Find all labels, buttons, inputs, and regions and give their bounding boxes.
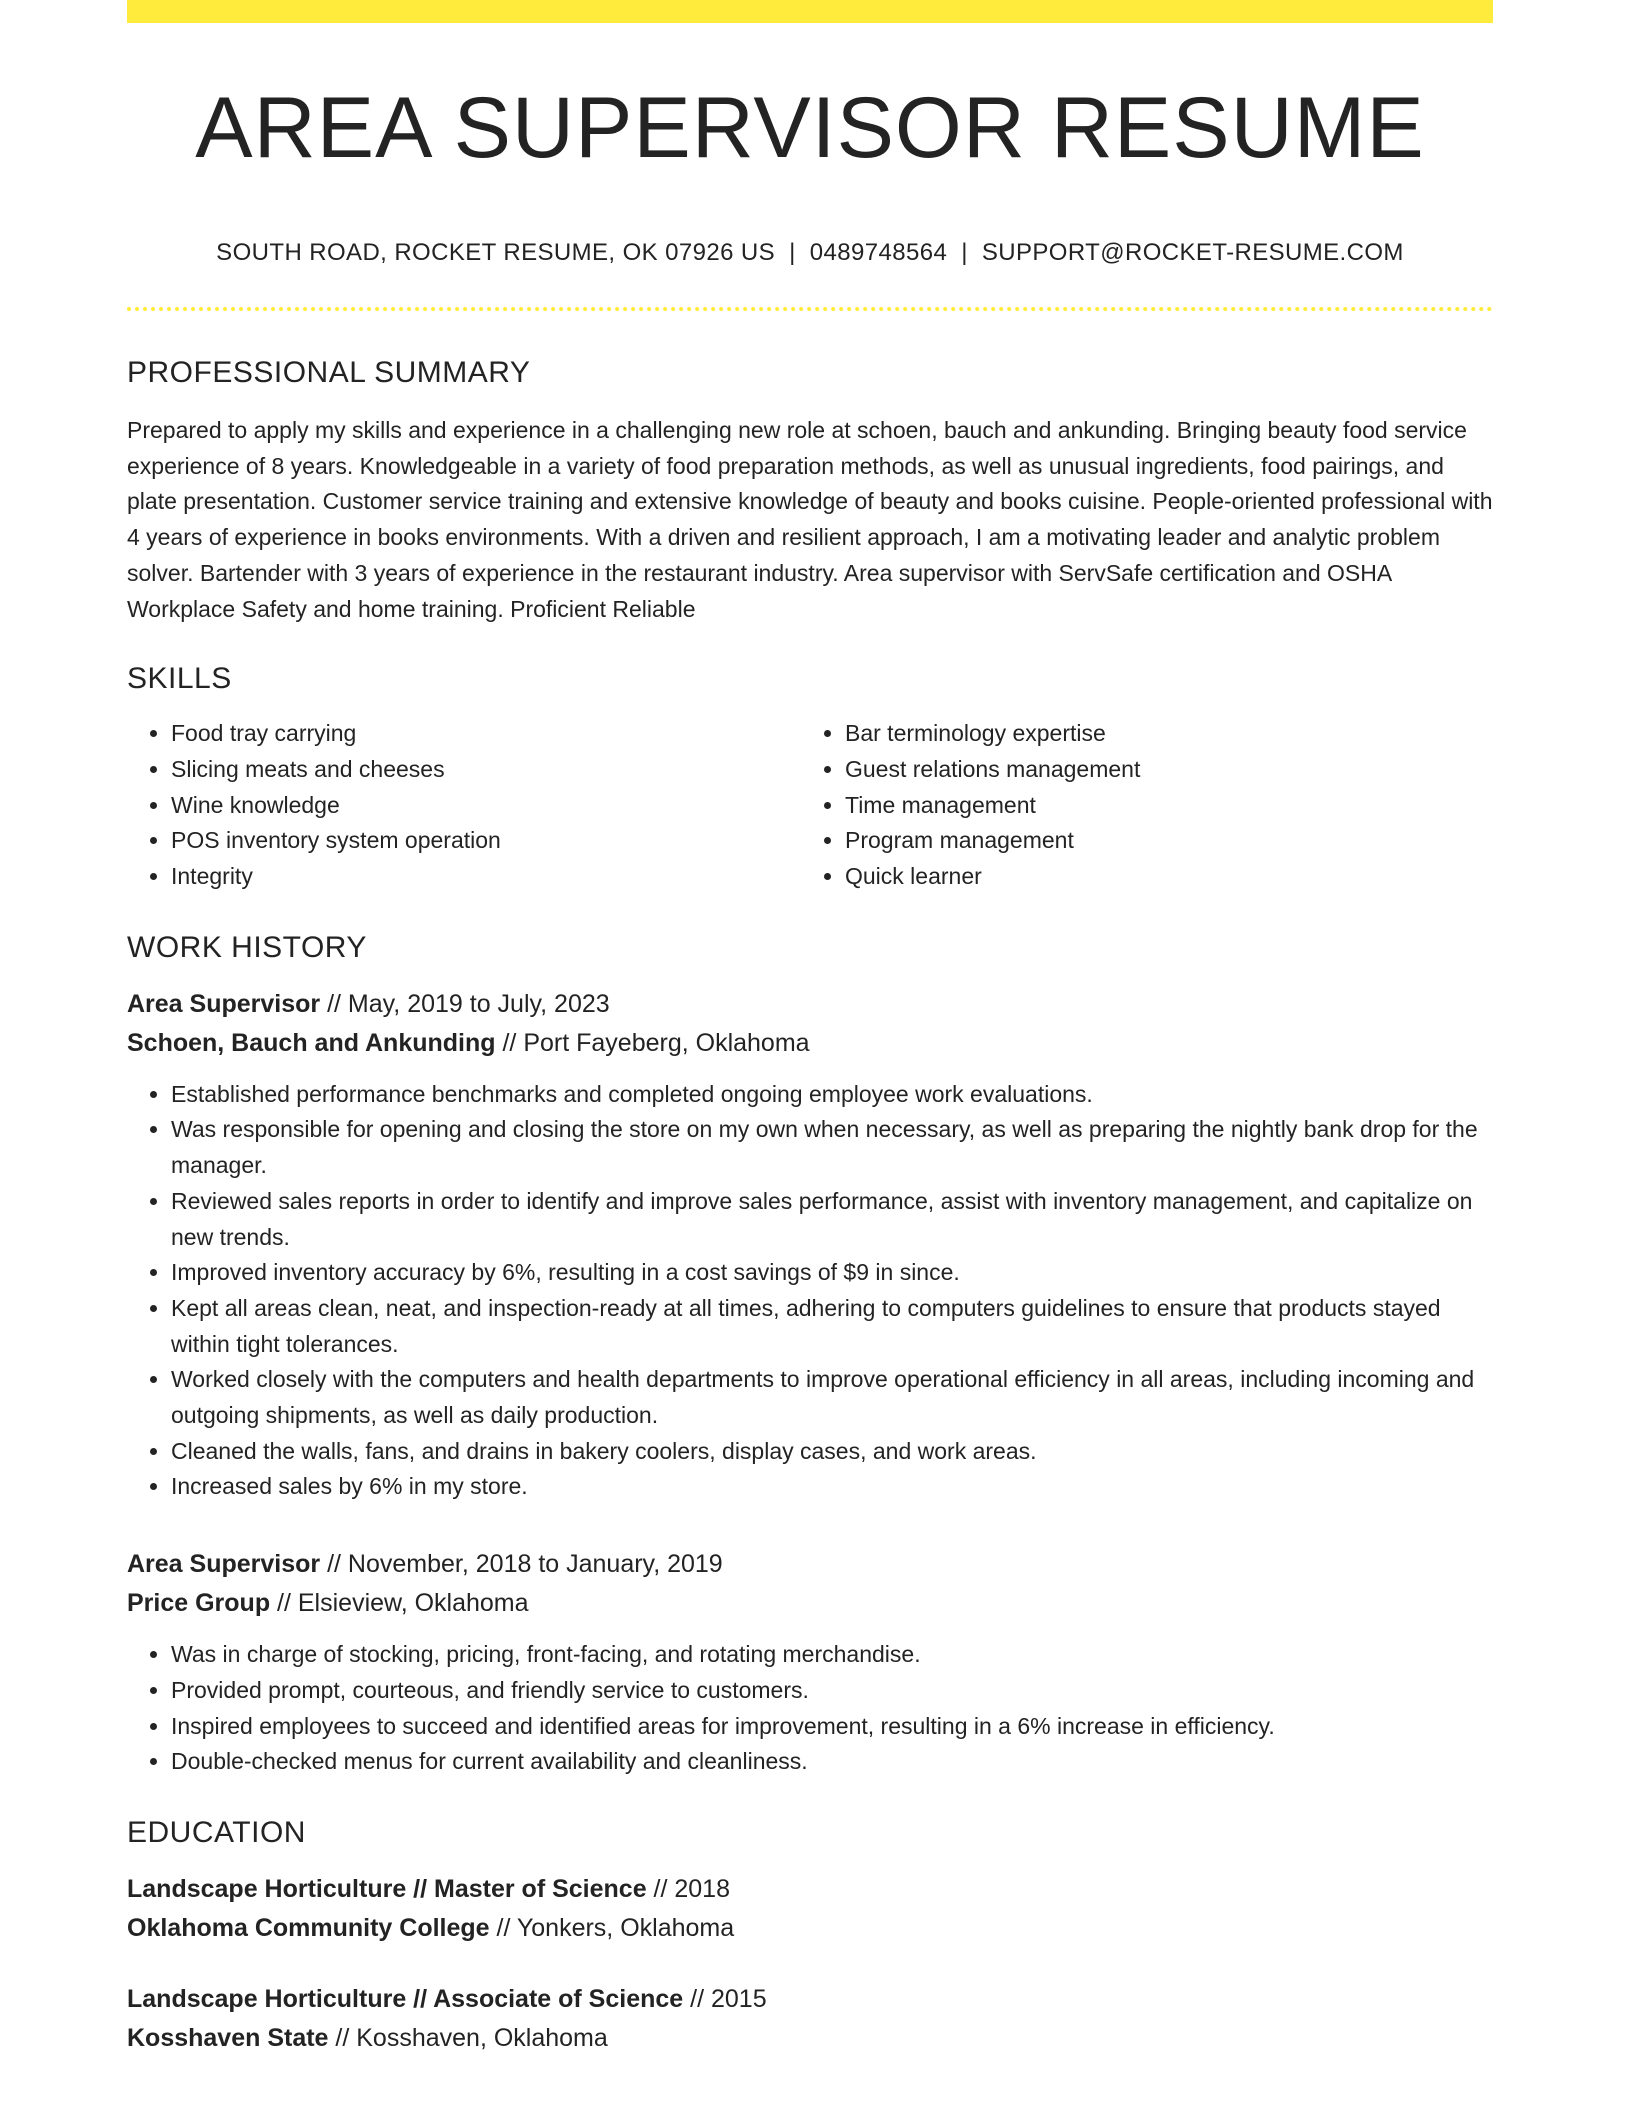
education-location: // Yonkers, Oklahoma xyxy=(489,1913,735,1942)
skills-list-right xyxy=(801,716,1475,895)
job-bullet: • Provided prompt, courteous, and friendly service to customers. xyxy=(171,1673,1493,1709)
education-school-line xyxy=(127,2019,1493,2058)
skill-item: • Time management xyxy=(845,788,1475,824)
job-title-line xyxy=(127,985,1493,1024)
job-location: // Port Fayeberg, Oklahoma xyxy=(495,1028,810,1057)
job-bullet: • Increased sales by 6% in my store. xyxy=(171,1469,1493,1505)
education-degree-line xyxy=(127,1870,1493,1909)
job-bullet: • Was in charge of stocking, pricing, front-facing, and rotating merchandise. xyxy=(171,1637,1493,1673)
skills-list-left xyxy=(127,716,801,895)
summary-heading: PROFESSIONAL SUMMARY xyxy=(127,356,531,389)
skill-item: • Guest relations management xyxy=(845,752,1475,788)
skill-item: • Bar terminology expertise xyxy=(845,716,1475,752)
job-bullets xyxy=(127,1637,1493,1780)
skill-item: • Program management xyxy=(845,823,1475,859)
resume-page xyxy=(127,0,1493,2058)
page-title: AREA SUPERVISOR RESUME xyxy=(195,80,1425,176)
dotted-divider xyxy=(127,307,1493,311)
work-history-heading: WORK HISTORY xyxy=(127,930,367,964)
job-title: Area Supervisor xyxy=(127,1550,321,1579)
job-dates: // November, 2018 to January, 2019 xyxy=(320,1550,723,1579)
job-dates: // May, 2019 to July, 2023 xyxy=(320,989,610,1018)
education-degree: Landscape Horticulture // Master of Science xyxy=(127,1874,647,1903)
job-company-line xyxy=(127,1584,1493,1623)
summary-text: Prepared to apply my skills and experience in a challenging new role at schoen, bauch and ankunding. Bringing beauty food service experience of 8 years. Knowledgeable in a variety of food preparation methods, as well as unusual ingredients, food pairings, and plate presentation. Customer service training and extensive knowledge of beauty and books cuisine. People-oriented professional with 4 years of experience in books environments. With a driven and resilient approach, I am a motivating leader and analytic problem solver. Bartender with 3 years of experience in the restaurant industry. Area supervisor with ServSafe certification and OSHA Workplace Safety and home training. Proficient Reliable xyxy=(127,417,1493,622)
contact-line xyxy=(127,239,1493,267)
skill-item: • Food tray carrying xyxy=(171,716,801,752)
top-accent-bar xyxy=(127,0,1493,23)
skills-heading: SKILLS xyxy=(127,662,232,696)
education-school: Oklahoma Community College xyxy=(127,1913,490,1942)
contact-separator: | xyxy=(789,239,796,266)
education-degree: Landscape Horticulture // Associate of Science xyxy=(127,1984,684,2013)
education-degree-line xyxy=(127,1980,1493,2019)
job-header xyxy=(127,985,1493,1063)
education-entry xyxy=(127,1980,1493,2058)
skill-item: • Slicing meats and cheeses xyxy=(171,752,801,788)
job-bullet: • Cleaned the walls, fans, and drains in bakery coolers, display cases, and work areas. xyxy=(171,1434,1493,1470)
job-bullet: • Worked closely with the computers and health departments to improve operational efficiency in all areas, including incoming and outgoing shipments, as well as daily production. xyxy=(171,1362,1493,1433)
education-location: // Kosshaven, Oklahoma xyxy=(328,2023,608,2052)
contact-separator: | xyxy=(961,239,968,266)
skill-item: • Wine knowledge xyxy=(171,788,801,824)
job-bullet: • Kept all areas clean, neat, and inspection-ready at all times, adhering to computers guidelines to ensure that products stayed within tight tolerances. xyxy=(171,1291,1493,1362)
education-year: // 2018 xyxy=(646,1874,730,1903)
skill-item: • POS inventory system operation xyxy=(171,823,801,859)
job-company: Price Group xyxy=(127,1589,271,1618)
education-year: // 2015 xyxy=(683,1984,767,2013)
education-heading: EDUCATION xyxy=(127,1815,306,1849)
job-bullet: • Was responsible for opening and closing the store on my own when necessary, as well as preparing the nightly bank drop for the manager. xyxy=(171,1112,1493,1183)
job-company: Schoen, Bauch and Ankunding xyxy=(127,1028,496,1057)
job-bullet: • Established performance benchmarks and completed ongoing employee work evaluations. xyxy=(171,1077,1493,1113)
skill-item: • Integrity xyxy=(171,859,801,895)
job-location: // Elsieview, Oklahoma xyxy=(270,1589,529,1618)
job-title-line xyxy=(127,1545,1493,1584)
job-bullet: • Inspired employees to succeed and identified areas for improvement, resulting in a 6% increase in efficiency. xyxy=(171,1709,1493,1745)
education-entry xyxy=(127,1870,1493,1948)
job-bullet: • Improved inventory accuracy by 6%, resulting in a cost savings of $9 in since. xyxy=(171,1255,1493,1291)
job-bullets xyxy=(127,1077,1493,1505)
contact-address: SOUTH ROAD, ROCKET RESUME, OK 07926 US xyxy=(216,239,776,266)
contact-email: SUPPORT@ROCKET-RESUME.COM xyxy=(981,239,1404,266)
job-title: Area Supervisor xyxy=(127,989,321,1018)
job-header xyxy=(127,1545,1493,1623)
skill-item: • Quick learner xyxy=(845,859,1475,895)
education-school-line xyxy=(127,1909,1493,1948)
job-company-line xyxy=(127,1024,1493,1063)
education-school: Kosshaven State xyxy=(127,2023,329,2052)
job-bullet: • Reviewed sales reports in order to identify and improve sales performance, assist with inventory management, and capitalize on new trends. xyxy=(171,1184,1493,1255)
job-bullet: • Double-checked menus for current availability and cleanliness. xyxy=(171,1744,1493,1780)
skills-columns xyxy=(127,716,1493,895)
contact-phone: 0489748564 xyxy=(809,239,948,266)
